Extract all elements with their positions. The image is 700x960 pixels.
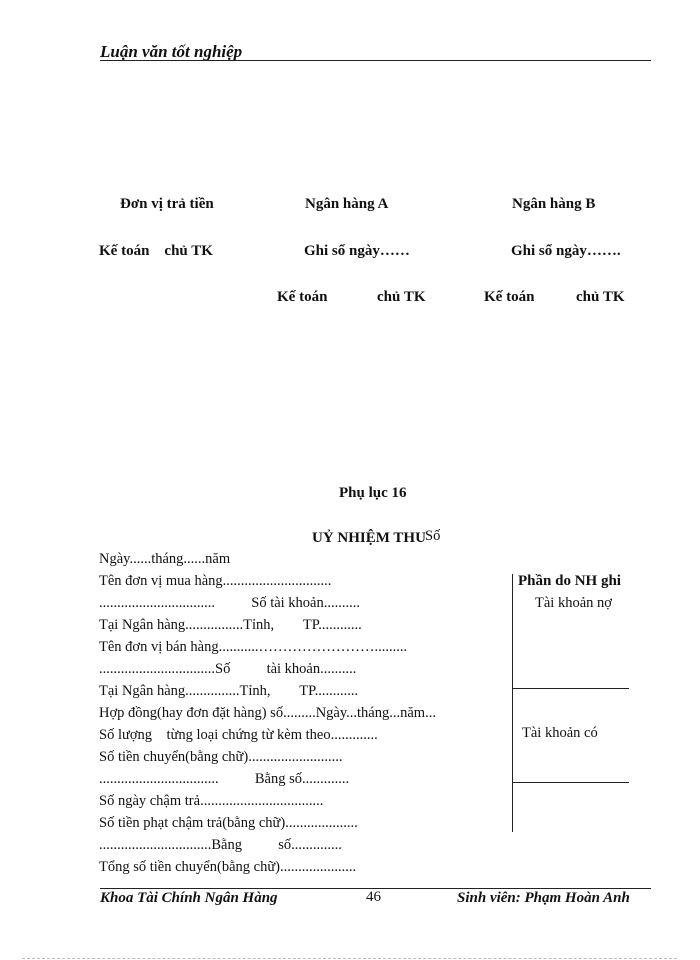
form-line-total-words: Tổng số tiền chuyển(bằng chữ)..................... (99, 859, 357, 875)
form-line-penalty-number: ...............................Bằng số.............. (99, 837, 342, 853)
form-line-penalty-words: Số tiền phạt chậm trả(bằng chữ).................... (99, 815, 358, 831)
bank-b-title: Ngân hàng B (512, 196, 596, 212)
form-line-buyer-name: Tên đơn vị mua hàng.............................. (99, 573, 332, 589)
footer-department: Khoa Tài Chính Ngân Hàng (100, 890, 278, 906)
payer-signers: Kế toán chủ TK (99, 243, 213, 259)
footer-student: Sinh viên: Phạm Hoàn Anh (457, 890, 630, 906)
form-line-seller-account: ................................Số tài khoản.......... (99, 661, 357, 677)
form-line-date: Ngày......tháng......năm (99, 551, 231, 567)
bank-box-divider-1 (512, 688, 629, 689)
bank-b-record-date: Ghi sổ ngày……. (511, 243, 621, 259)
form-line-late-days: Số ngày chậm trả.................................. (99, 793, 324, 809)
form-line-contract: Hợp đồng(hay đơn đặt hàng) số.........Ngày...tháng...năm... (99, 705, 436, 721)
page-number: 46 (366, 889, 381, 905)
header-rule (100, 60, 651, 61)
bank-b-accountant: Kế toán (484, 289, 535, 305)
form-line-amount-words: Số tiền chuyển(bằng chữ).......................... (99, 749, 343, 765)
credit-account-label: Tài khoản có (522, 725, 598, 741)
appendix-label: Phụ lục 16 (339, 485, 407, 501)
bank-box-title: Phần do NH ghi (518, 573, 621, 589)
form-line-buyer-account: ................................ Số tài khoản.......... (99, 595, 360, 611)
bank-a-account-holder: chủ TK (377, 289, 426, 305)
form-line-seller-bank: Tại Ngân hàng...............Tỉnh, TP............ (99, 683, 359, 699)
payer-unit-title: Đơn vị trả tiền (120, 196, 214, 212)
form-line-amount-number: ................................. Bằng số............. (99, 771, 350, 787)
bank-box-border (512, 574, 513, 832)
header-title: Luận văn tốt nghiệp (100, 42, 243, 61)
page-edge-rule (22, 958, 677, 959)
form-line-buyer-bank: Tại Ngân hàng................Tỉnh, TP............ (99, 617, 362, 633)
bank-a-record-date: Ghi sổ ngày…… (304, 243, 410, 259)
debit-account-label: Tài khoản nợ (535, 595, 612, 611)
form-number-label: Số (425, 528, 441, 544)
form-title: UỶ NHIỆM THU (312, 530, 426, 546)
bank-a-title: Ngân hàng A (305, 196, 389, 212)
bank-box-divider-2 (512, 782, 629, 783)
form-line-seller-name: Tên đơn vị bán hàng...........……………………......... (99, 639, 408, 655)
bank-b-account-holder: chủ TK (576, 289, 625, 305)
form-line-attachments: Số lượng từng loại chứng từ kèm theo............. (99, 727, 378, 743)
bank-a-accountant: Kế toán (277, 289, 328, 305)
